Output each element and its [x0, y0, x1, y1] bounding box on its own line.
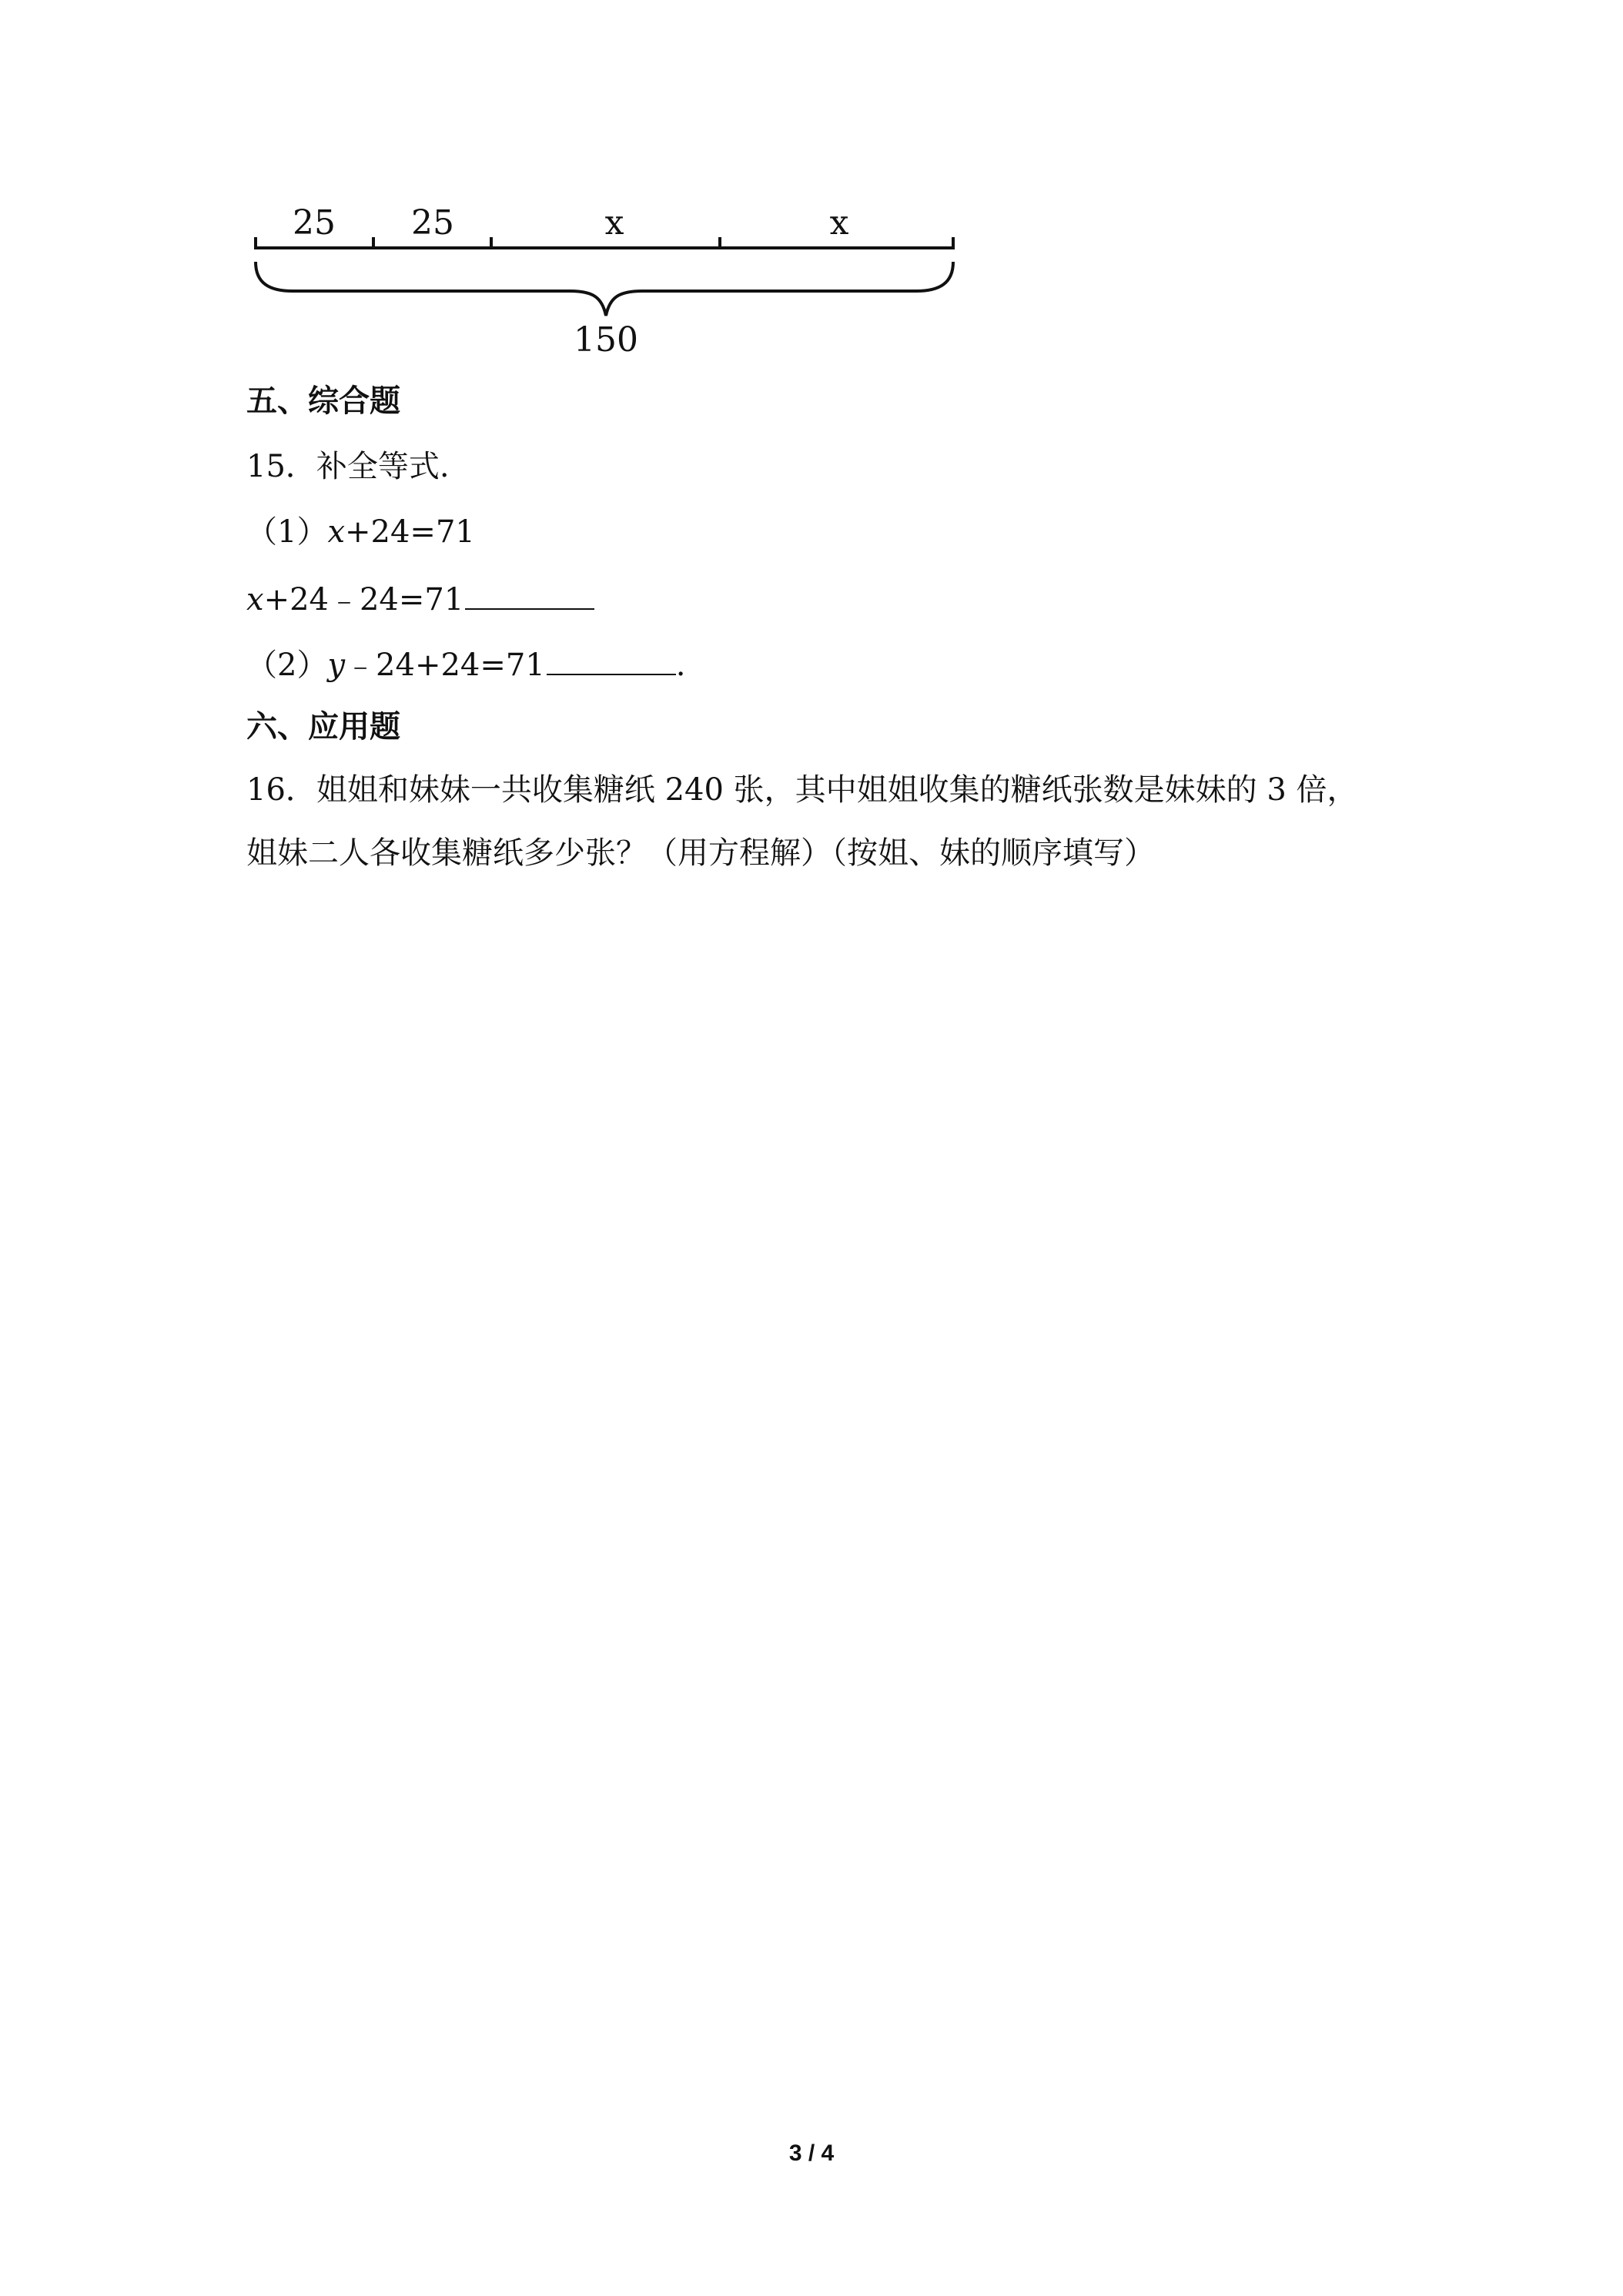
q16-line1: 16．姐姐和妹妹一共收集糖纸 240 张，其中姐姐收集的糖纸张数是妹妹的 3 倍， — [246, 772, 1358, 808]
q15-part1-step-var: x — [246, 582, 264, 618]
q15-part2-prefix: （2） — [246, 648, 328, 683]
q15-part2-var: y — [327, 648, 346, 683]
q15-part2-end: . — [675, 648, 686, 683]
q15-part2-eq: ﹣24+24=71 — [345, 648, 545, 683]
section5-heading: 五、综合题 — [246, 383, 400, 419]
segment-label-4: x — [829, 203, 849, 243]
segment-diagram-svg — [246, 192, 970, 370]
q15-part1-prefix: （1） — [246, 514, 328, 550]
total-label: 150 — [574, 320, 638, 360]
q16-line2: 姐妹二人各收集糖纸多少张？（用方程解）（按姐、妹的顺序填写） — [246, 835, 1155, 871]
segment-diagram — [246, 192, 970, 370]
q15-part1-step-eq: +24﹣24=71 — [263, 582, 464, 618]
segment-label-3: x — [604, 203, 624, 243]
q15-part1-eq: +24=71 — [345, 514, 475, 550]
q15-part1-step — [246, 577, 594, 620]
total-brace — [256, 262, 953, 316]
section6-heading: 六、应用题 — [246, 709, 400, 745]
segment-label-1: 25 — [293, 203, 336, 243]
q15-part1-var: x — [327, 514, 346, 550]
answer-blank-2[interactable] — [547, 643, 676, 675]
q15-part1 — [246, 512, 475, 552]
answer-blank-1[interactable] — [465, 577, 594, 610]
page-number: 3 / 4 — [788, 2140, 835, 2166]
q15-part2 — [246, 643, 686, 685]
segment-label-2: 25 — [411, 203, 454, 243]
q15-title: 15．补全等式. — [246, 449, 450, 484]
